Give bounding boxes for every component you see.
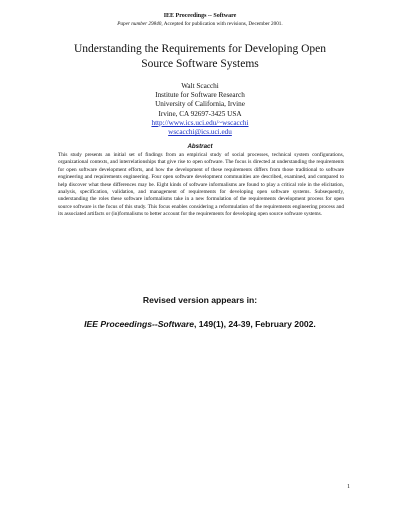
title-line-1: Understanding the Requirements for Developing Open: [74, 43, 326, 55]
revised-citation: [0, 319, 400, 329]
running-header: [0, 12, 400, 28]
paper-number: Paper number 29840: [117, 21, 162, 27]
author-address: Irvine, CA 92697-3425 USA: [158, 109, 242, 118]
paper-title: [60, 42, 340, 72]
abstract-text: This study presents an initial set of findings from an empirical study of social processes, technical system configurations, organizational contexts, and interrelationships that give rise to open software. The focus is directed at understanding the requirements for open software development efforts, and how the development of these requirements differs from those traditional to software engineering and requirements engineering. Four open software development communities are described, examined, and compared to help discover what these differences may be. Eight kinds of software informalisms are found to play a critical role in the elicitation, analysis, specification, validation, and management of requirements for developing open software systems. Subsequently, understanding the roles these software informalisms take in a new formulation of the requirements development process for open source software is the focus of this study. This focus enables considering a reformulation of the requirements engineering process and its associated artifacts or (in)formalisms to better account for the requirements for developing open source software systems.: [58, 152, 344, 218]
title-line-2: Source Software Systems: [141, 58, 259, 70]
paper-status: , Accepted for publication with revisions, December 2001.: [161, 21, 283, 27]
abstract-heading: Abstract: [187, 143, 213, 150]
author-email-link[interactable]: wscacchi@ics.uci.edu: [168, 128, 232, 137]
author-block: [100, 82, 300, 137]
page-number: 1: [347, 484, 350, 490]
author-name: Walt Scacchi: [181, 82, 219, 90]
revised-details: , 149(1), 24-39, February 2002.: [194, 319, 316, 329]
revised-journal: IEE Proceedings--Software: [84, 319, 194, 329]
revised-version-label: Revised version appears in:: [142, 295, 258, 305]
author-homepage-link[interactable]: http://www.ics.uci.edu/~wscacchi: [151, 118, 249, 127]
journal-name: IEE Proceedings -- Software: [163, 13, 237, 19]
paper-status-line: [0, 20, 400, 28]
author-institute: Institute for Software Research: [155, 91, 245, 100]
author-university: University of California, Irvine: [155, 100, 245, 109]
